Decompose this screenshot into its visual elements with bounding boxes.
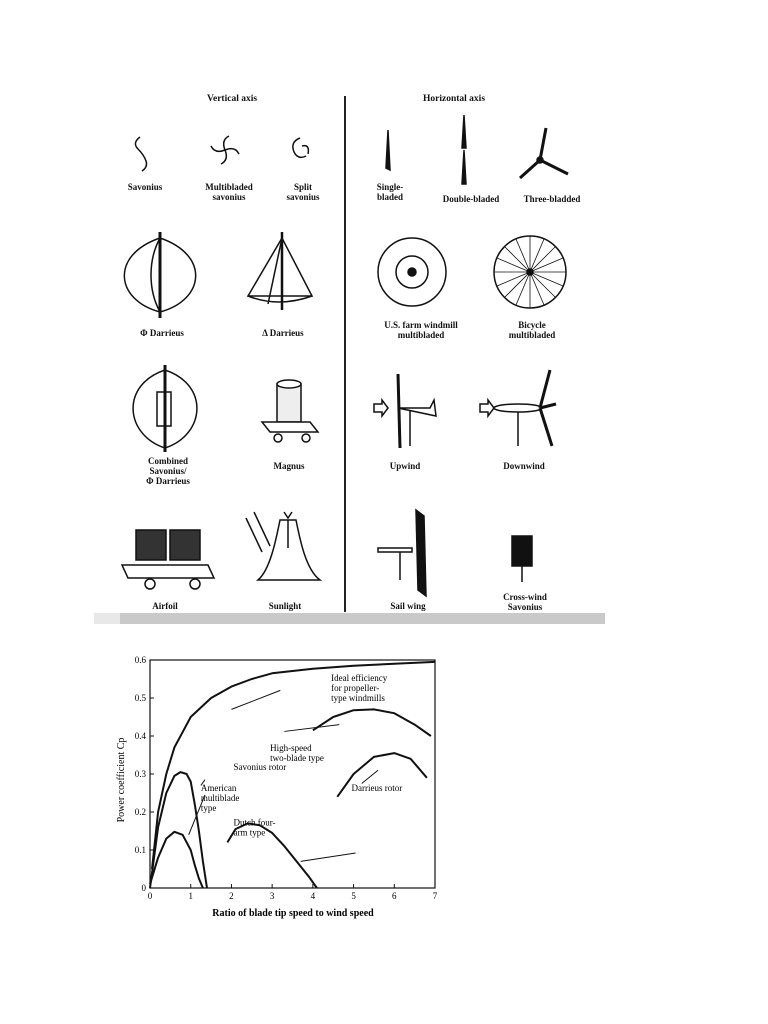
series-leader-4 [284,725,339,732]
series-leader-3 [301,853,356,861]
x-axis-label: Ratio of blade tip speed to wind speed [212,908,374,919]
series-label-3: Dutch four- [233,817,276,828]
label-cross-wind-savonius: Cross-wind Savonius [503,592,547,612]
series-line-4 [313,709,431,736]
delta-darrieus-icon [248,232,312,310]
savonius-rotor-icon [135,137,146,171]
label-downwind: Downwind [503,461,545,471]
series-label-2: multiblade [200,793,240,804]
phi-darrieus-icon [124,232,195,318]
sail-wing-icon [378,510,426,596]
label-delta-darrieus: Δ Darrieus [262,328,304,338]
label-bicycle-multibladed: Bicycle multibladed [508,320,556,340]
power-coefficient-chart [0,640,768,970]
combined-savonius-darrieus-icon [133,365,197,452]
series-label-0: Ideal efficiency [331,672,388,683]
multibladed-savonius-icon [211,136,239,164]
label-split-savonius: Split savonius [286,182,320,202]
split-savonius-icon [293,138,309,157]
x-tick-label: 7 [432,891,438,901]
label-double-bladed: Double-bladed [442,194,500,204]
label-sail-wing: Sail wing [390,601,426,611]
y-tick-label: 0.3 [134,769,146,779]
y-tick-label: 0.5 [134,693,146,703]
series-leader-5 [362,770,378,783]
cross-wind-savonius-icon [512,536,532,582]
upwind-turbine-icon [374,374,436,448]
label-sunlight: Sunlight [268,601,302,611]
label-single-bladed: Single- bladed [376,182,404,202]
series-label-0: for propeller- [331,682,380,693]
label-combined-savonius-darrieus: Combined Savonius/ Φ Darrieus [146,456,190,486]
x-tick-label: 0 [147,891,153,901]
single-blade-icon [386,130,390,170]
y-tick-label: 0.6 [134,655,146,665]
series-line-1 [150,772,207,888]
chart-series [150,662,435,888]
series-label-2: type [200,803,217,814]
series-line-2 [150,832,203,888]
x-tick-label: 5 [351,891,356,901]
farm-windmill-icon [378,238,446,306]
y-tick-label: 0.4 [134,731,146,741]
label-us-farm-windmill: U.S. farm windmill multibladed [384,320,458,340]
series-label-0: type windmills [331,692,385,703]
label-magnus: Magnus [273,461,305,471]
y-tick-label: 0.1 [134,845,146,855]
three-blade-icon [520,128,568,178]
series-label-1: Savonius rotor [233,762,287,773]
double-blade-icon [462,115,466,184]
y-tick-label: 0 [141,883,146,893]
label-upwind: Upwind [389,461,421,471]
downwind-turbine-icon [480,370,556,446]
page-separator-band [94,613,605,624]
series-label-4: two-blade type [270,753,324,764]
y-axis-label: Power coefficient Cp [116,737,127,823]
series-label-2: American [200,783,237,794]
label-three-bladded: Three-bladded [523,194,581,204]
series-label-3: arm type [233,827,266,838]
x-tick-label: 6 [392,891,397,901]
series-label-4: High-speed [270,743,312,754]
chart-ticks [135,655,438,901]
label-phi-darrieus: Φ Darrieus [140,328,184,338]
y-tick-label: 0.2 [134,807,146,817]
magnus-rotor-icon [262,380,318,442]
horizontal-axis-heading: Horizontal axis [423,94,486,104]
bicycle-wheel-icon [494,236,566,308]
label-savonius: Savonius [127,182,163,192]
chart-series-labels [189,673,403,862]
vertical-axis-heading: Vertical axis [207,94,258,104]
x-tick-label: 1 [188,891,193,901]
series-label-5: Darrieus rotor [351,783,403,794]
solar-chimney-icon [246,512,320,580]
label-multibladed-savonius: Multibladed savonius [205,182,253,202]
x-tick-label: 2 [229,891,234,901]
x-tick-label: 3 [269,891,275,901]
airfoil-cart-icon [122,530,214,589]
label-airfoil: Airfoil [152,601,178,611]
page-separator-band-edge [94,613,120,624]
series-line-0 [152,662,435,869]
series-leader-0 [231,690,280,709]
x-tick-label: 4 [310,891,316,901]
